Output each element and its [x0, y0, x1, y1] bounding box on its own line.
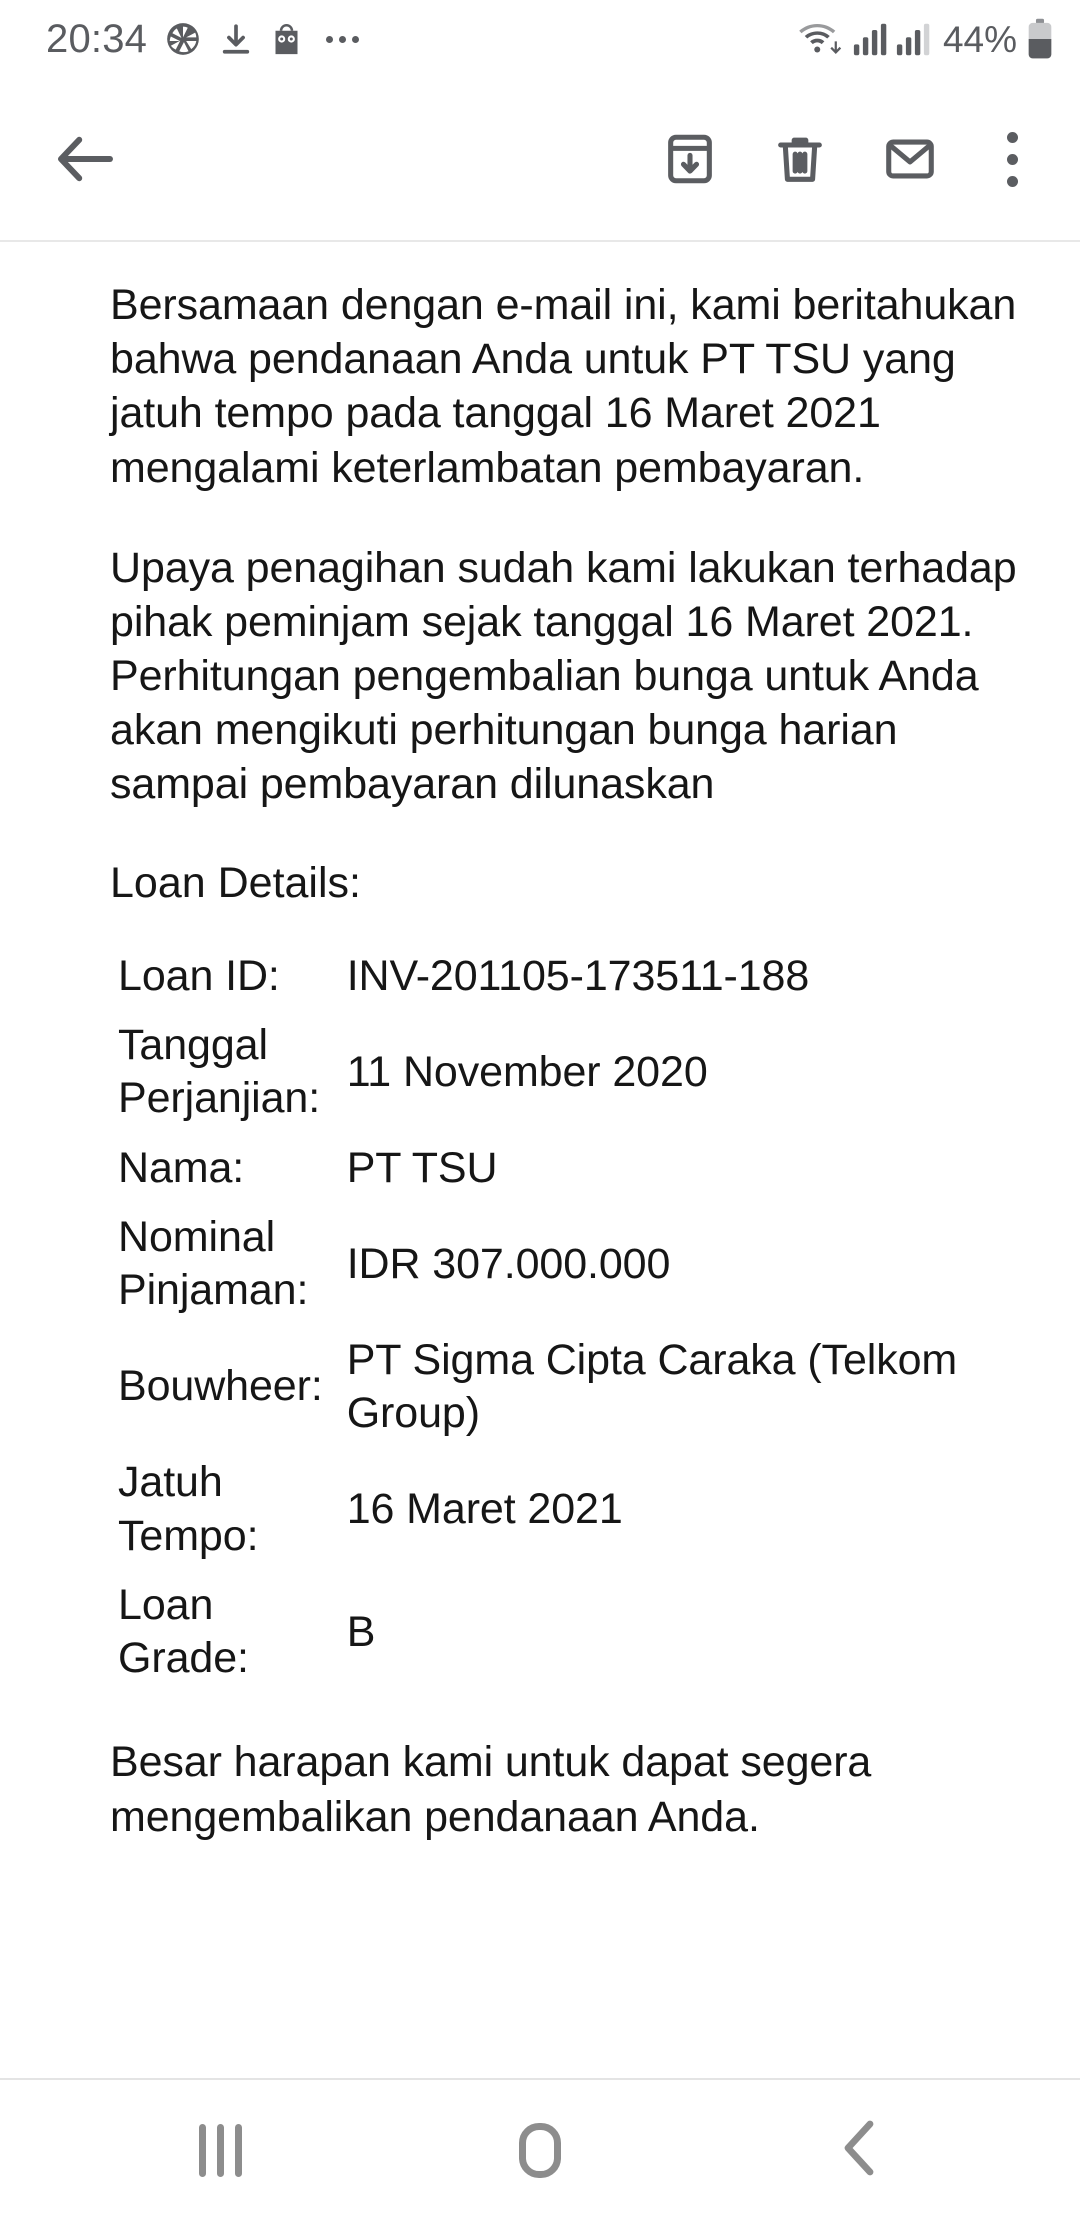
table-row: [60, 1011, 1020, 1134]
row-value: 11 November 2020: [346, 1047, 708, 1096]
row-value: 16 Maret 2021: [346, 1484, 623, 1533]
email-body: [0, 242, 1080, 2078]
row-label: Bouwheer:: [118, 1362, 323, 1411]
row-label: Jatuh Tempo:: [118, 1458, 259, 1560]
back-button[interactable]: [48, 122, 122, 196]
email-paragraph-2: Upaya penagihan sudah kami lakukan terhadap pihak peminjam sejak tanggal 16 Maret 2021. Perhitungan pengembalian bunga untuk Anda akan mengikuti perhitungan bunga harian sampai pembayaran dilunaskan: [110, 543, 1017, 809]
nav-back-button[interactable]: [770, 2095, 950, 2205]
table-row: [60, 942, 1020, 1011]
email-paragraph-1: Bersamaan dengan e-mail ini, kami beritahukan bahwa pendanaan Anda untuk PT TSU yang jatuh tempo pada tanggal 16 Maret 2021 mengalami keterlambatan pembayaran.: [110, 281, 1017, 492]
nav-recents-button[interactable]: [130, 2095, 310, 2205]
home-icon: [519, 2123, 561, 2178]
nav-home-button[interactable]: [450, 2095, 630, 2205]
row-value: PT TSU: [346, 1143, 498, 1192]
wifi-icon: [798, 20, 846, 58]
row-label: Nama:: [118, 1143, 245, 1192]
camera-aperture-icon: [164, 20, 202, 58]
status-bar-right: [798, 18, 1054, 60]
archive-button[interactable]: [654, 123, 726, 195]
delete-button[interactable]: [764, 123, 836, 195]
row-value: IDR 307.000.000: [346, 1239, 671, 1288]
status-bar: [0, 0, 1080, 78]
table-row: [60, 1448, 1020, 1571]
signal-bars-2-icon: [896, 22, 932, 56]
more-notifications-icon: [326, 36, 359, 43]
download-icon: [219, 21, 253, 57]
recents-icon: [199, 2124, 242, 2177]
row-value: B: [346, 1607, 376, 1656]
android-nav-bar: [0, 2078, 1080, 2220]
toolbar-actions: [654, 122, 1046, 196]
row-label: Tanggal Perjanjian:: [118, 1021, 321, 1123]
mark-unread-button[interactable]: [874, 123, 946, 195]
row-value: PT Sigma Cipta Caraka (Telkom Group): [346, 1335, 958, 1437]
row-value: INV-201105-173511-188: [346, 951, 810, 1000]
table-row: [60, 1326, 1020, 1449]
row-label: Loan ID:: [118, 951, 280, 1000]
status-bar-clock: 20:34: [46, 17, 148, 61]
signal-bars-icon: [853, 22, 889, 56]
battery-icon: [1026, 18, 1054, 60]
loan-details-heading: Loan Details:: [110, 858, 361, 907]
loan-details-table: [60, 942, 1020, 1694]
table-row: [60, 1571, 1020, 1694]
email-toolbar: [0, 78, 1080, 242]
email-paragraph-3: Besar harapan kami untuk dapat segera mengembalikan pendanaan Anda.: [110, 1738, 872, 1841]
chevron-left-icon: [838, 2120, 882, 2181]
table-row: [60, 1203, 1020, 1326]
battery-percent-label: 44%: [942, 18, 1017, 60]
row-label: Nominal Pinjaman:: [118, 1212, 309, 1315]
table-row: [60, 1134, 1020, 1203]
row-label: Loan Grade:: [118, 1580, 249, 1683]
app-notification-icon: [270, 21, 303, 57]
overflow-menu-button[interactable]: [984, 122, 1040, 196]
status-bar-left: [46, 19, 359, 59]
